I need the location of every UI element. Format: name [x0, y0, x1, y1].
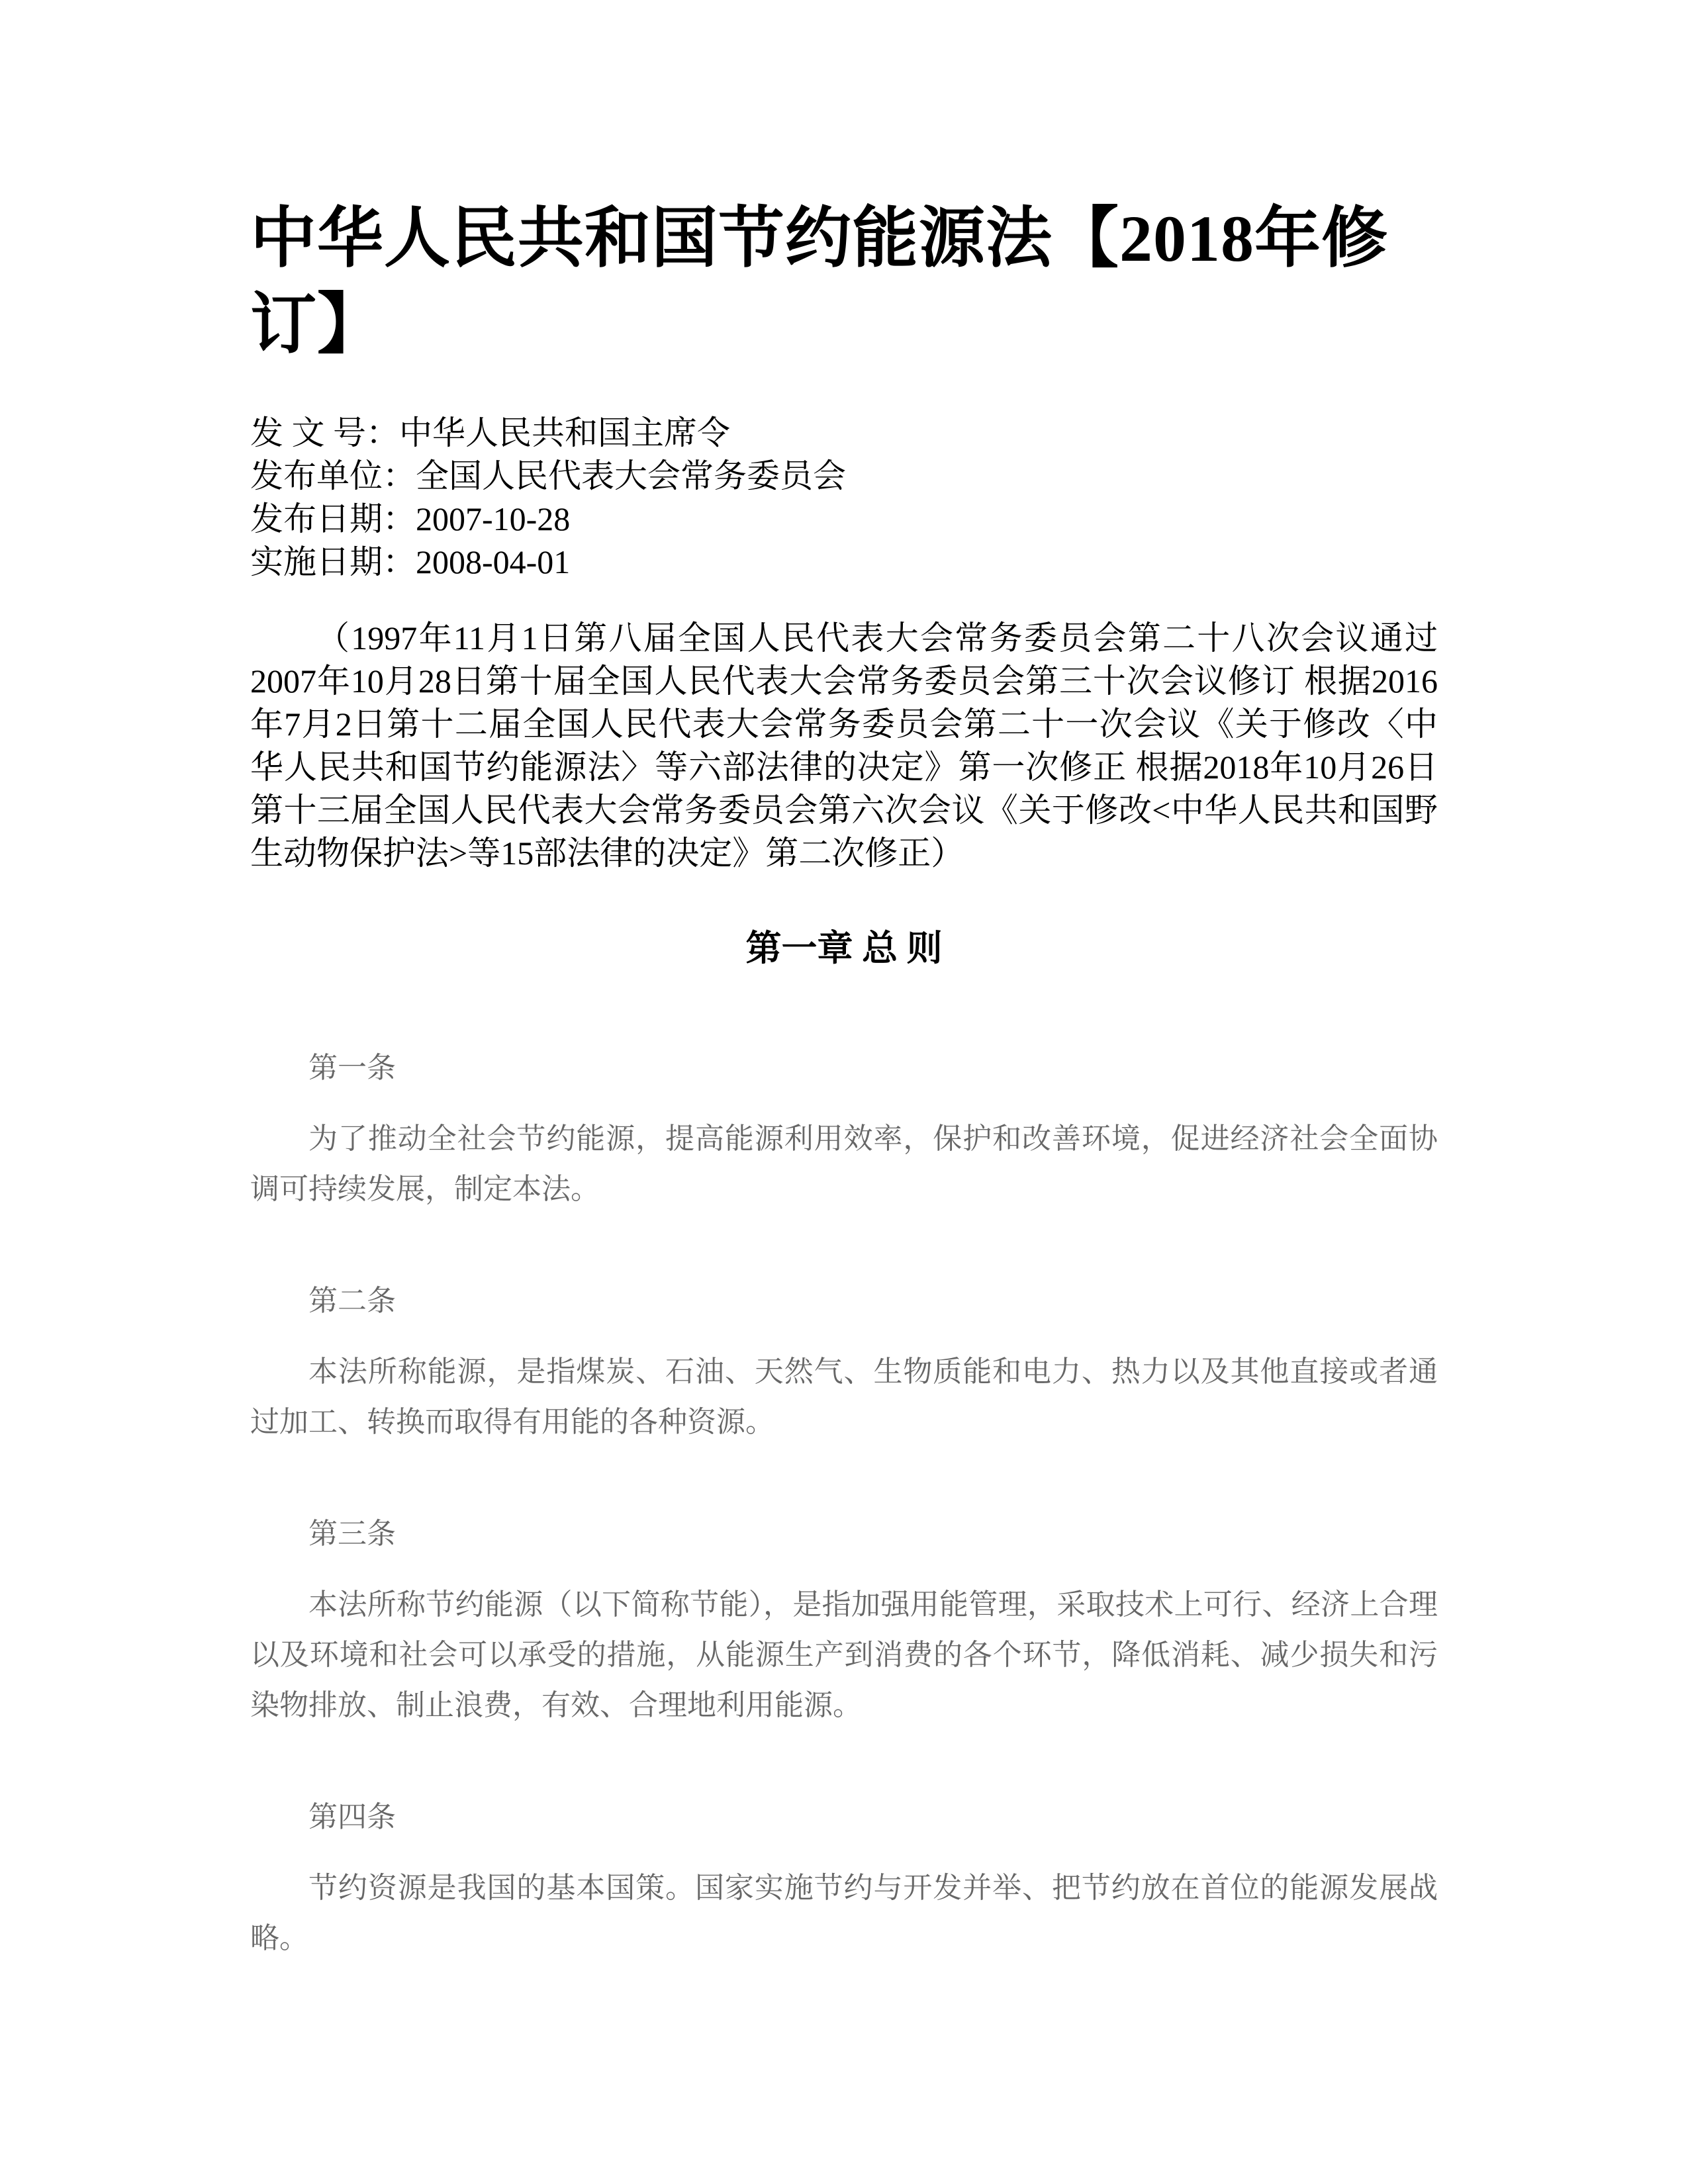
article-4-number: 第四条	[308, 1801, 396, 1833]
article-2-number: 第二条	[308, 1285, 396, 1317]
meta-line-issuing-body	[250, 455, 1438, 498]
meta-label: 发布日期：	[250, 500, 416, 537]
meta-label: 发 文 号：	[250, 414, 399, 451]
document-title: 中华人民共和国节约能源法【2018年修订】	[250, 202, 1388, 361]
meta-label: 发布单位：	[250, 457, 416, 494]
article-2-text: 本法所称能源，是指煤炭、石油、天然气、生物质能和电力、热力以及其他直接或者通过加工、转换而取得有用能的各种资源。	[250, 1355, 1438, 1438]
legislative-history-paragraph: （1997年11月1日第八届全国人民代表大会常务委员会第二十八次会议通过 2007年10月28日第十届全国人民代表大会常务委员会第三十次会议修订 根据2016年7月2日第十二届全国人民代表大会常务委员会第二十一次会议《关于修改〈中华人民共和国节约能源法〉等六部法律的决定》第一次修正 根据2018年10月26日第十三届全国人民代表大会常务委员会第六次会议《关于修改<中华人民共和国野生动物保护法>等15部法律的决定》第二次修正）	[250, 619, 1438, 872]
article-3-text: 本法所称节约能源（以下简称节能），是指加强用能管理，采取技术上可行、经济上合理以及环境和社会可以承受的措施，从能源生产到消费的各个环节，降低消耗、减少损失和污染物排放、制止浪费，有效、合理地利用能源。	[250, 1588, 1438, 1721]
meta-line-document-number	[250, 412, 1438, 455]
meta-value: 全国人民代表大会常务委员会	[416, 457, 846, 494]
article-3-number: 第三条	[308, 1518, 396, 1550]
meta-value: 2007-10-28	[416, 500, 571, 537]
chapter-heading: 第一章 总 则	[745, 929, 943, 968]
metadata-block	[250, 412, 1438, 584]
meta-value: 2008-04-01	[416, 543, 571, 580]
meta-label: 实施日期：	[250, 543, 416, 580]
article-1-number: 第一条	[308, 1052, 396, 1084]
article-1-text: 为了推动全社会节约能源，提高能源利用效率，保护和改善环境，促进经济社会全面协调可持续发展，制定本法。	[250, 1122, 1438, 1205]
article-4-text: 节约资源是我国的基本国策。国家实施节约与开发并举、把节约放在首位的能源发展战略。	[250, 1872, 1438, 1954]
meta-value: 中华人民共和国主席令	[399, 414, 730, 451]
meta-line-effective-date	[250, 541, 1438, 584]
meta-line-publish-date	[250, 498, 1438, 541]
